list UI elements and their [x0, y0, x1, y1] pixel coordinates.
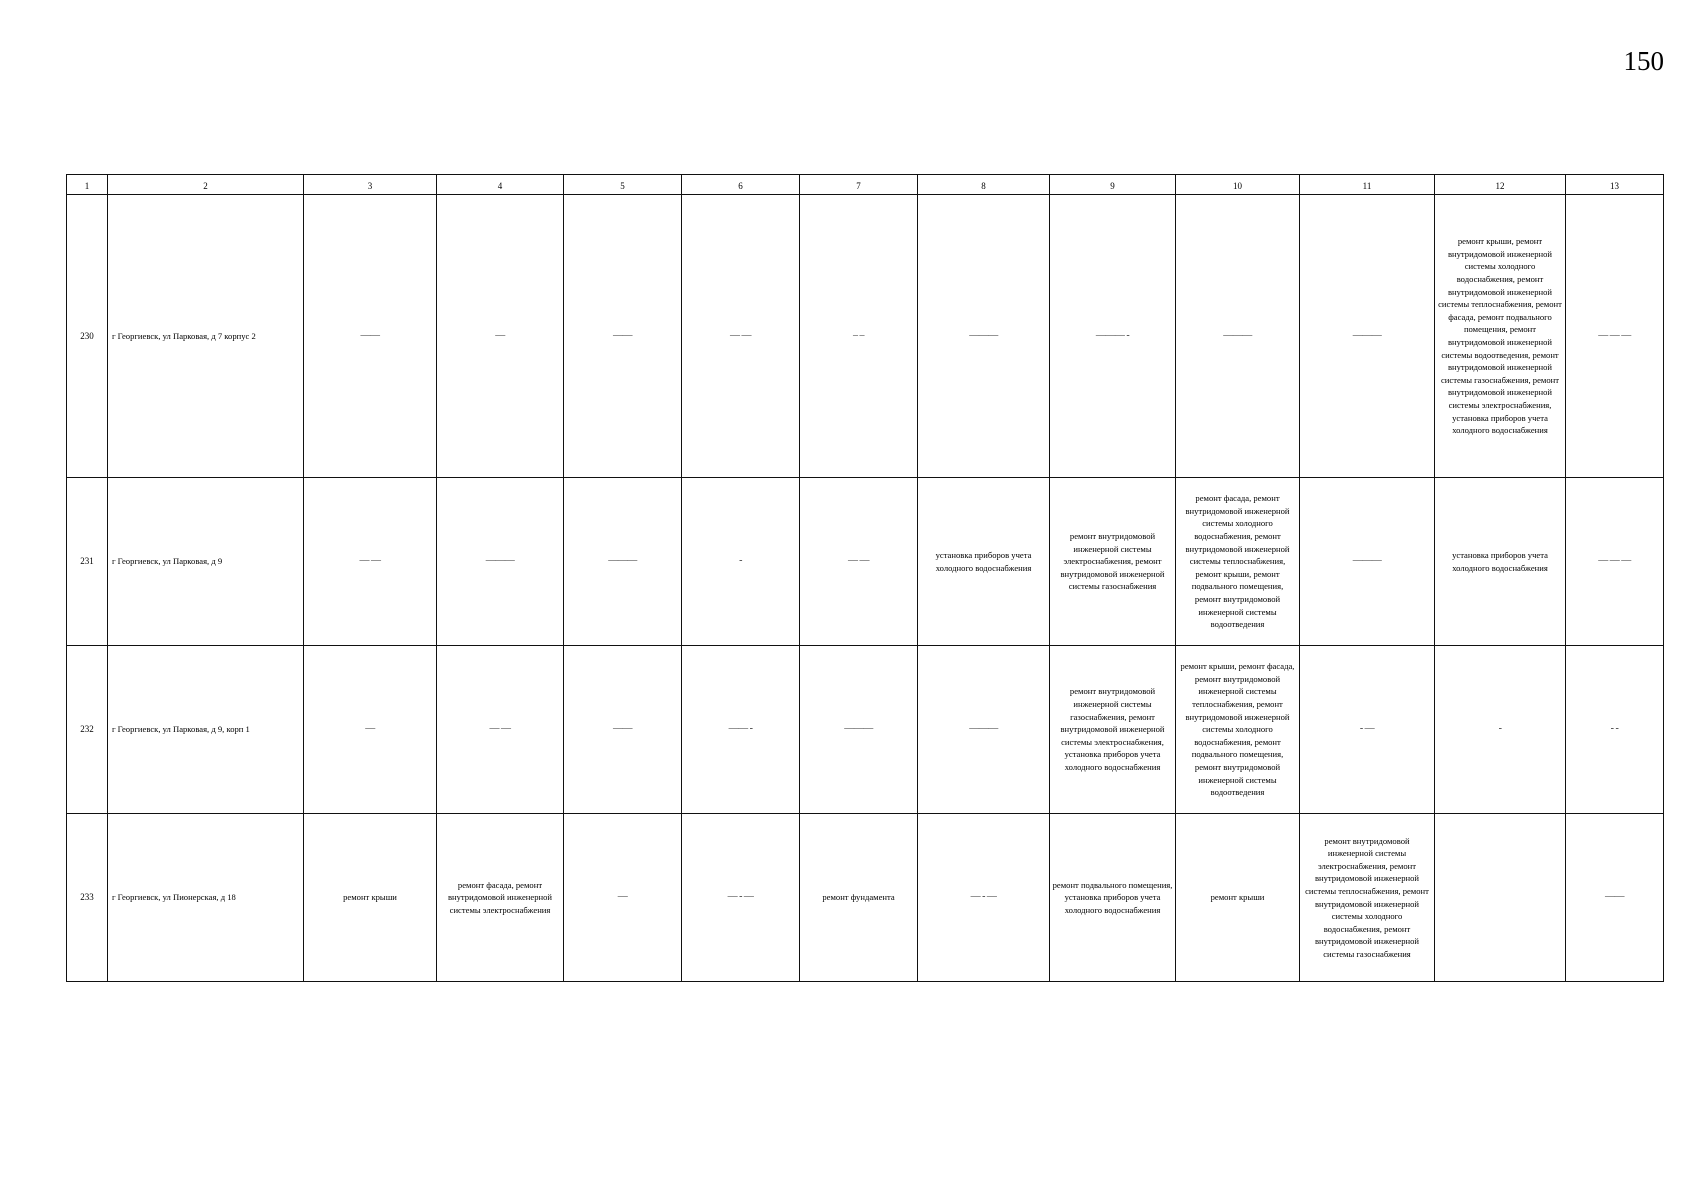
column-header: 10: [1176, 175, 1300, 195]
row-number: 231: [67, 478, 108, 646]
cell-col-10: ремонт фасада, ремонт внутридомовой инженерной системы холодного водоснабжения, ремонт внутридомовой инженерной системы теплоснабжения, ремонт крыши, ремонт подвального помещения, ремонт внутридомовой инженерной системы водоотведения: [1176, 478, 1300, 646]
cell-col-11: - —: [1300, 646, 1435, 814]
cell-col-8: — - —: [918, 814, 1050, 982]
cell-col-11: ———: [1300, 195, 1435, 478]
cell-col-7: ремонт фундамента: [800, 814, 918, 982]
column-header: 11: [1300, 175, 1435, 195]
cell-col-13: - -: [1566, 646, 1664, 814]
cell-col-12: установка приборов учета холодного водоснабжения: [1435, 478, 1566, 646]
page-number: 150: [1623, 46, 1664, 76]
cell-col-8: установка приборов учета холодного водоснабжения: [918, 478, 1050, 646]
cell-col-3: ——: [304, 195, 437, 478]
column-header: 2: [108, 175, 304, 195]
row-number: 230: [67, 195, 108, 478]
cell-col-6: —— -: [682, 646, 800, 814]
cell-col-3: —: [304, 646, 437, 814]
cell-col-13: — — —: [1566, 195, 1664, 478]
cell-col-7: ———: [800, 646, 918, 814]
column-header: 6: [682, 175, 800, 195]
column-header: 12: [1435, 175, 1566, 195]
cell-col-12: [1435, 814, 1566, 982]
cell-col-8: ———: [918, 195, 1050, 478]
column-header: 13: [1566, 175, 1664, 195]
cell-col-10: ремонт крыши, ремонт фасада, ремонт внутридомовой инженерной системы теплоснабжения, ремонт внутридомовой инженерной системы холодного водоснабжения, ремонт подвального помещения, ремонт внутридомовой инженерной системы водоотведения: [1176, 646, 1300, 814]
cell-col-7: – –: [800, 195, 918, 478]
cell-col-4: — —: [437, 646, 564, 814]
column-header: 8: [918, 175, 1050, 195]
header-row: [67, 175, 1664, 195]
cell-col-9: ремонт подвального помещения, установка приборов учета холодного водоснабжения: [1050, 814, 1176, 982]
cell-col-8: ———: [918, 646, 1050, 814]
cell-col-3: — —: [304, 478, 437, 646]
cell-col-6: — - —: [682, 814, 800, 982]
address-cell: г Георгиевск, ул Пионерская, д 18: [108, 814, 304, 982]
table-row: [67, 195, 1664, 478]
cell-col-12: -: [1435, 646, 1566, 814]
address-cell: г Георгиевск, ул Парковая, д 7 корпус 2: [108, 195, 304, 478]
table-row: [67, 478, 1664, 646]
address-cell: г Георгиевск, ул Парковая, д 9: [108, 478, 304, 646]
cell-col-5: ——: [564, 195, 682, 478]
cell-col-13: — — —: [1566, 478, 1664, 646]
cell-col-5: ——: [564, 646, 682, 814]
column-header: 9: [1050, 175, 1176, 195]
cell-col-5: ———: [564, 478, 682, 646]
column-header: 4: [437, 175, 564, 195]
column-header: 1: [67, 175, 108, 195]
cell-col-4: —: [437, 195, 564, 478]
cell-col-7: — —: [800, 478, 918, 646]
cell-col-9: ремонт внутридомовой инженерной системы газоснабжения, ремонт внутридомовой инженерной системы электроснабжения, установка приборов учета холодного водоснабжения: [1050, 646, 1176, 814]
cell-col-4: ремонт фасада, ремонт внутридомовой инженерной системы электроснабжения: [437, 814, 564, 982]
cell-col-9: ——— -: [1050, 195, 1176, 478]
cell-col-5: —: [564, 814, 682, 982]
row-number: 233: [67, 814, 108, 982]
cell-col-11: ———: [1300, 478, 1435, 646]
cell-col-6: — —: [682, 195, 800, 478]
cell-col-9: ремонт внутридомовой инженерной системы электроснабжения, ремонт внутридомовой инженерной системы газоснабжения: [1050, 478, 1176, 646]
column-header: 7: [800, 175, 918, 195]
repair-schedule-table: [66, 174, 1664, 982]
cell-col-12: ремонт крыши, ремонт внутридомовой инженерной системы холодного водоснабжения, ремонт внутридомовой инженерной системы теплоснабжения, ремонт фасада, ремонт подвального помещения, ремонт внутридомовой инженерной системы водоотведения, ремонт внутридомовой инженерной системы газоснабжения, ремонт внутридомовой инженерной системы электроснабжения, установка приборов учета холодного водоснабжения: [1435, 195, 1566, 478]
address-cell: г Георгиевск, ул Парковая, д 9, корп 1: [108, 646, 304, 814]
cell-col-13: ——: [1566, 814, 1664, 982]
table-row: [67, 646, 1664, 814]
table-row: [67, 814, 1664, 982]
column-header: 3: [304, 175, 437, 195]
cell-col-4: ———: [437, 478, 564, 646]
cell-col-6: -: [682, 478, 800, 646]
cell-col-11: ремонт внутридомовой инженерной системы электроснабжения, ремонт внутридомовой инженерной системы теплоснабжения, ремонт внутридомовой инженерной системы холодного водоснабжения, ремонт внутридомовой инженерной системы газоснабжения: [1300, 814, 1435, 982]
cell-col-3: ремонт крыши: [304, 814, 437, 982]
column-header: 5: [564, 175, 682, 195]
cell-col-10: ремонт крыши: [1176, 814, 1300, 982]
cell-col-10: ———: [1176, 195, 1300, 478]
row-number: 232: [67, 646, 108, 814]
